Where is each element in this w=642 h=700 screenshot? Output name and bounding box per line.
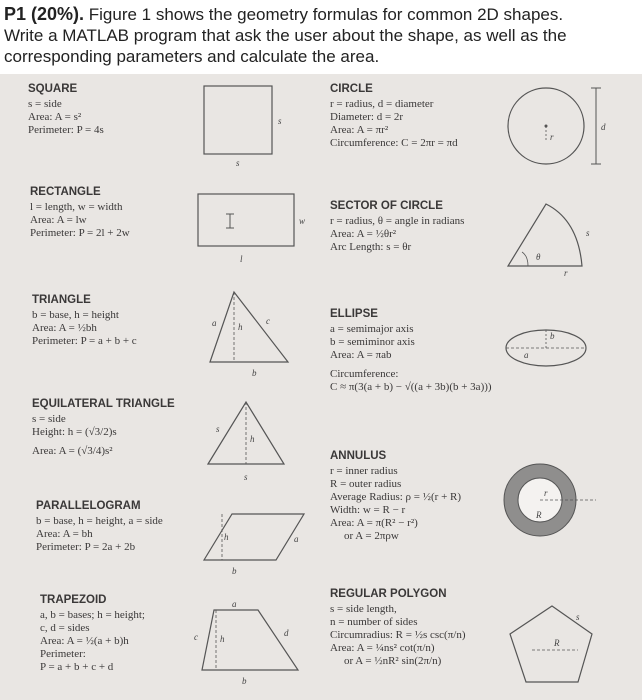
base-label: b (252, 368, 257, 378)
semiminor-label: b (550, 331, 555, 341)
formula-line: or A = ½nR² sin(2π/n) (344, 655, 442, 667)
formula-line: l = length, w = width (30, 201, 123, 213)
equilateral-formulas (32, 398, 175, 458)
problem-line-1 (4, 4, 640, 25)
formula-line: Area: A = ½bh (32, 322, 97, 334)
arc-label: s (586, 228, 590, 238)
formula-line: r = radius, d = diameter (330, 98, 434, 110)
side-a-label: a (212, 318, 217, 328)
polygon-diagram (498, 600, 618, 694)
problem-statement (4, 4, 640, 67)
annulus-title: ANNULUS (330, 450, 387, 462)
formula-sheet (0, 74, 642, 700)
ellipse-formulas (330, 308, 492, 394)
triangle-formulas (32, 294, 137, 348)
rectangle-formulas (30, 186, 130, 240)
formula-line: c, d = sides (40, 622, 90, 634)
formula-line: s = side length, (330, 603, 397, 615)
problem-prefix: P1 (20%). (4, 4, 85, 24)
height-label: h (220, 634, 225, 644)
annulus-formulas (330, 450, 461, 543)
square-diagram (196, 80, 296, 170)
base-label: b (232, 566, 237, 576)
length-label: l (240, 254, 243, 264)
formula-line: or A = 2πρw (344, 530, 399, 542)
rectangle-title: RECTANGLE (30, 186, 101, 198)
height-label: h (224, 532, 229, 542)
formula-line: Area: A = s² (28, 111, 82, 123)
formula-line: Area: A = ½θr² (330, 228, 397, 240)
formula-line: b = base, h = height (32, 309, 119, 321)
side-c-label: c (266, 316, 270, 326)
formula-line: n = number of sides (330, 616, 418, 628)
rectangle-diagram (192, 188, 312, 270)
formula-line: Perimeter: P = 2a + 2b (36, 541, 136, 553)
side-label: a (294, 534, 299, 544)
triangle-diagram (196, 286, 306, 382)
diameter-label: d (601, 122, 606, 132)
formula-line: r = radius, θ = angle in radians (330, 215, 465, 227)
formula-line: Height: h = (√3/2)s (32, 426, 117, 438)
width-label: w (299, 216, 306, 226)
annulus-diagram (496, 460, 616, 542)
formula-line: Circumference: (330, 368, 399, 380)
formula-line: b = semiminor axis (330, 336, 415, 348)
side-d-label: d (284, 628, 289, 638)
formula-line: Area: A = lw (30, 214, 87, 226)
formula-line: C ≈ π(3(a + b) − √((a + 3b)(b + 3a))) (330, 381, 492, 393)
outer-radius-label: R (536, 510, 542, 520)
formula-line: Area: A = π(R² − r²) (330, 517, 418, 529)
formula-line: R = outer radius (330, 478, 402, 490)
formula-line: Area: A = (√3/4)s² (32, 445, 113, 457)
formula-line: Area: A = ¼ns² cot(π/n) (330, 642, 435, 654)
semimajor-label: a (524, 350, 529, 360)
formula-line: Average Radius: ρ = ½(r + R) (330, 491, 462, 503)
polygon-formulas (330, 588, 466, 668)
formula-line: Width: w = R − r (330, 504, 406, 516)
side-label: s (244, 472, 248, 482)
formula-line: Perimeter: P = 4s (28, 124, 104, 136)
parallelogram-title: PARALLELOGRAM (36, 500, 141, 512)
parallelogram-diagram (196, 506, 316, 580)
formula-line: Perimeter: P = a + b + c (32, 335, 137, 347)
formula-line: Perimeter: P = 2l + 2w (30, 227, 130, 239)
trapezoid-formulas (40, 594, 145, 674)
sector-diagram (500, 198, 620, 278)
formula-line: a, b = bases; h = height; (40, 609, 145, 621)
formula-line: s = side (28, 98, 62, 110)
trapezoid-title: TRAPEZOID (40, 594, 107, 606)
angle-label: θ (536, 252, 541, 262)
equilateral-title: EQUILATERAL TRIANGLE (32, 398, 175, 410)
ellipse-title: ELLIPSE (330, 308, 378, 320)
side-label: s (236, 158, 240, 168)
circumradius-label: R (554, 638, 560, 648)
formula-line: s = side (32, 413, 66, 425)
height-label: h (238, 322, 243, 332)
side-label: s (278, 116, 282, 126)
sector-title: SECTOR OF CIRCLE (330, 200, 443, 212)
radius-label: r (564, 268, 568, 278)
radius-label: r (550, 132, 554, 142)
square-formulas (28, 83, 104, 137)
circle-formulas (330, 83, 458, 150)
circle-diagram (500, 82, 620, 172)
equilateral-diagram (200, 398, 300, 490)
side-label: s (576, 612, 580, 622)
side-label: s (216, 424, 220, 434)
inner-radius-label: r (544, 488, 548, 498)
side-c-label: c (194, 632, 198, 642)
formula-line: r = inner radius (330, 465, 398, 477)
formula-line: Area: A = πab (330, 349, 392, 361)
polygon-title: REGULAR POLYGON (330, 588, 447, 600)
problem-line-3: corresponding parameters and calculate the area. (4, 47, 380, 66)
formula-line: Circumference: C = 2πr = πd (330, 137, 458, 149)
formula-line: P = a + b + c + d (40, 661, 114, 673)
problem-text: Figure 1 shows the geometry formulas for common 2D shapes. (84, 5, 564, 24)
sector-formulas (330, 200, 464, 254)
trapezoid-diagram (190, 598, 320, 688)
formula-line: Area: A = bh (36, 528, 93, 540)
square-title: SQUARE (28, 83, 78, 95)
formula-line: Circumradius: R = ½s csc(π/n) (330, 629, 466, 641)
height-label: h (250, 434, 255, 444)
ellipse-diagram (500, 322, 620, 374)
base-a-label: a (232, 599, 237, 609)
base-b-label: b (242, 676, 247, 686)
problem-line-2: Write a MATLAB program that ask the user about the shape, as well as the (4, 26, 567, 45)
formula-line: Arc Length: s = θr (330, 241, 412, 253)
formula-line: Diameter: d = 2r (330, 111, 404, 123)
formula-line: a = semimajor axis (330, 323, 414, 335)
formula-line: Area: A = πr² (330, 124, 389, 136)
triangle-title: TRIANGLE (32, 294, 91, 306)
formula-line: Perimeter: (40, 648, 86, 660)
parallelogram-formulas (36, 500, 163, 554)
circle-title: CIRCLE (330, 83, 373, 95)
formula-line: b = base, h = height, a = side (36, 515, 163, 527)
formula-line: Area: A = ½(a + b)h (40, 635, 129, 647)
